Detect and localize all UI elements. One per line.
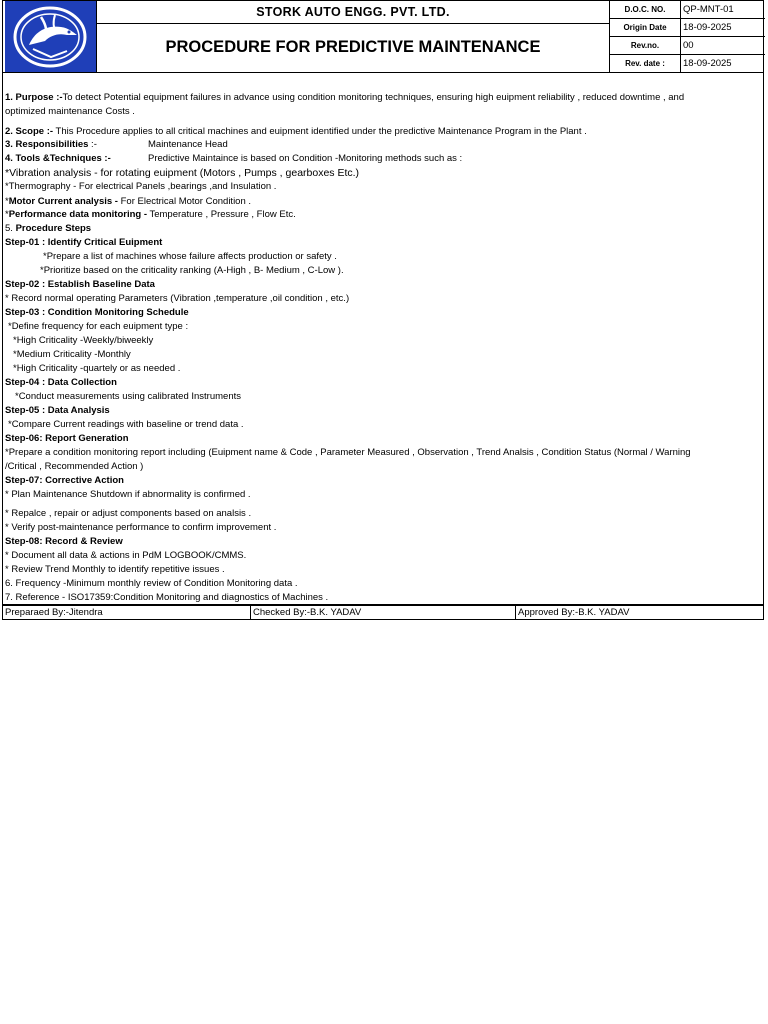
responsibilities-text: Maintenance Head — [148, 139, 228, 150]
meta-label: Rev.no. — [610, 37, 681, 54]
step-07-item: * Repalce , repair or adjust components based on analsis . — [5, 508, 252, 519]
meta-value: 18-09-2025 — [683, 22, 732, 33]
tools-heading — [5, 153, 111, 165]
step-03-item: *High Criticality -Weekly/biweekly — [13, 335, 154, 346]
motor-current-heading: Motor Current analysis - — [8, 196, 118, 207]
step-03-item: *Define frequency for each euipment type : — [8, 321, 189, 332]
procedure-body — [2, 72, 764, 605]
step-06-item: *Prepare a condition monitoring report including (Euipment name & Code , Parameter Measured , Observation , Trend Analsis , Condition Status (Normal / Warning — [5, 447, 691, 458]
tools-heading-text: 4. Tools &Techniques :- — [5, 153, 111, 164]
purpose-line-2: optimized maintenance Costs . — [5, 106, 135, 117]
motor-current-text: For Electrical Motor Condition . — [117, 196, 252, 207]
vibration-line: *Vibration analysis - for rotating euipment (Motors , Pumps , gearboxes Etc.) — [5, 167, 360, 179]
meta-row-rev-no — [610, 37, 765, 55]
meta-label: D.O.C. NO. — [610, 1, 681, 18]
prepared-by: Preparaed By:-Jitendra — [3, 606, 251, 619]
document-sheet — [2, 0, 764, 620]
performance-line: *Performance data monitoring - Temperature , Pressure , Flow Etc. — [5, 209, 296, 220]
step-06-heading: Step-06: Report Generation — [5, 433, 129, 444]
meta-value: QP-MNT-01 — [683, 4, 734, 15]
motor-current-line: *Motor Current analysis - For Electrical Motor Condition . — [5, 196, 252, 207]
step-04-heading: Step-04 : Data Collection — [5, 377, 117, 388]
meta-value: 18-09-2025 — [683, 58, 732, 69]
step-02-heading: Step-02 : Establish Baseline Data — [5, 279, 155, 290]
step-06-item: /Critical , Recommended Action ) — [5, 461, 144, 472]
step-05-heading: Step-05 : Data Analysis — [5, 405, 110, 416]
meta-row-origin-date — [610, 19, 765, 37]
document-title: PROCEDURE FOR PREDICTIVE MAINTENANCE — [165, 38, 541, 56]
step-01-item: *Prioritize based on the criticality ranking (A-High , B- Medium , C-Low ). — [40, 265, 344, 276]
procedure-steps-line — [5, 223, 91, 235]
step-03-item: *Medium Criticality -Monthly — [13, 349, 131, 360]
step-08-item: * Review Trend Monthly to identify repetitive issues . — [5, 564, 225, 575]
document-meta-table — [609, 1, 765, 72]
step-01-heading: Step-01 : Identify Critical Euipment — [5, 237, 163, 248]
reference-line: 7. Reference - ISO17359:Condition Monitoring and diagnostics of Machines . — [5, 592, 329, 603]
company-name: STORK AUTO ENGG. PVT. LTD. — [96, 1, 610, 24]
stork-logo-icon — [11, 5, 89, 69]
performance-heading: Performance data monitoring - — [8, 209, 148, 220]
purpose-text: To detect Potential equipment failures in advance using condition monitoring techniques, ensuring high euipment reliability , reduced downtime , and — [62, 92, 685, 103]
procedure-steps-heading: Procedure Steps — [15, 223, 92, 234]
scope-line — [5, 126, 587, 138]
logo-box — [5, 1, 97, 72]
purpose-heading: 1. Purpose :- — [5, 92, 63, 103]
step-08-heading: Step-08: Record & Review — [5, 536, 123, 547]
scope-text: This Procedure applies to all critical machines and euipment identified under the predictive Maintenance Program in the Plant . — [53, 126, 587, 137]
frequency-line: 6. Frequency -Minimum monthly review of Condition Monitoring data . — [5, 578, 298, 589]
meta-row-doc-no — [610, 1, 765, 19]
meta-label: Rev. date : — [610, 55, 681, 73]
responsibilities-heading: 3. Responsibilities — [5, 139, 89, 150]
performance-text: Temperature , Pressure , Flow Etc. — [147, 209, 296, 220]
approved-by: Approved By:-B.K. YADAV — [518, 607, 630, 618]
step-08-item: * Document all data & actions in PdM LOGBOOK/CMMS. — [5, 550, 247, 561]
step-02-item: * Record normal operating Parameters (Vibration ,temperature ,oil condition , etc.) — [5, 293, 350, 304]
responsibilities-sep: :- — [88, 139, 97, 150]
step-03-item: *High Criticality -quartely or as needed . — [13, 363, 181, 374]
step-07-heading: Step-07: Corrective Action — [5, 475, 124, 486]
scope-heading: 2. Scope :- — [5, 126, 54, 137]
checked-by: Checked By:-B.K. YADAV — [251, 606, 516, 619]
thermography-line: *Thermography - For electrical Panels ,bearings ,and Insulation . — [5, 181, 277, 192]
tools-text: Predictive Maintaince is based on Condition -Monitoring methods such as : — [148, 153, 463, 164]
step-07-item: * Verify post-maintenance performance to confirm improvement . — [5, 522, 277, 533]
step-05-item: *Compare Current readings with baseline or trend data . — [8, 419, 244, 430]
step-04-item: *Conduct measurements using calibrated Instruments — [15, 391, 242, 402]
meta-label: Origin Date — [610, 19, 681, 36]
responsibilities-line — [5, 139, 97, 151]
meta-row-rev-date — [610, 55, 765, 73]
meta-value: 00 — [683, 40, 694, 51]
purpose-line — [5, 92, 684, 104]
step-01-item: *Prepare a list of machines whose failure affects production or safety . — [43, 251, 337, 262]
signature-footer — [2, 605, 764, 620]
step-07-item: * Plan Maintenance Shutdown if abnormality is confirmed . — [5, 489, 251, 500]
document-header — [2, 0, 764, 73]
procedure-steps-num: 5. — [5, 223, 16, 234]
step-03-heading: Step-03 : Condition Monitoring Schedule — [5, 307, 189, 318]
